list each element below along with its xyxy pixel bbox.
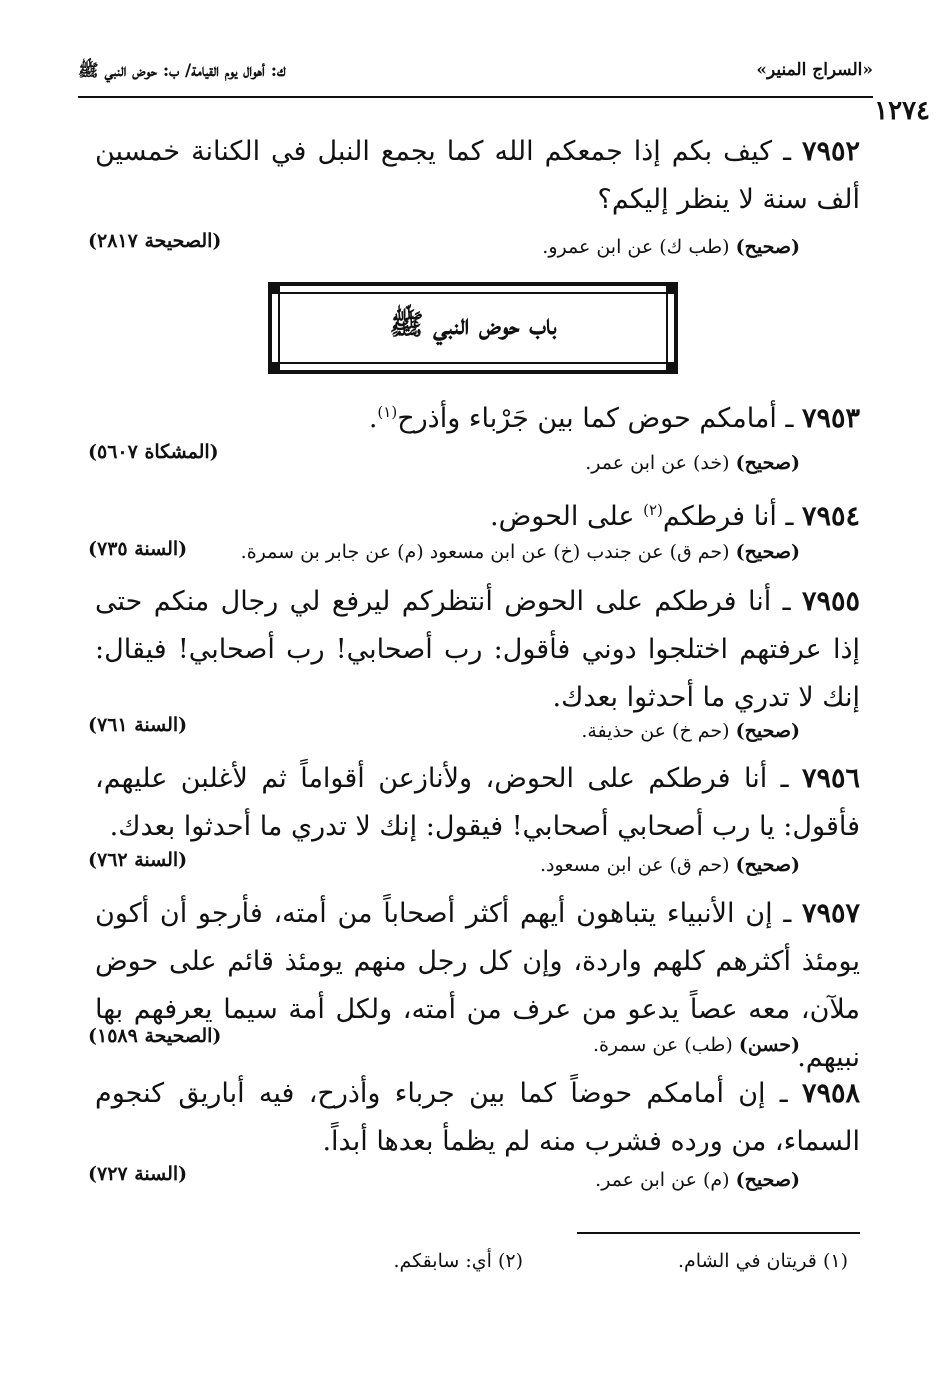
hadith-source [241, 541, 800, 563]
hadith-reference: (السنة ٧٦٢) [88, 849, 188, 871]
hadith-number: ٧٩٥٣ [801, 403, 860, 434]
hadith-body: ـ أنا فرطكم على الحوض، ولأنازعن أقواماً ثم لأغلبن عليهم، فأقول: يا رب أصحابي أصحابي! فيقول: إنك لا تدري ما أحدثوا بعدك. [95, 763, 860, 842]
hadith-number: ٧٩٥٥ [801, 586, 860, 617]
hadith-body-end: . [368, 403, 378, 434]
hadith-body-end: على الحوض. [490, 501, 644, 532]
hadith-7954 [95, 486, 860, 541]
hadith-number: ٧٩٥٢ [801, 136, 860, 167]
hadith-7958 [95, 1070, 860, 1166]
hadith-number: ٧٩٥٦ [801, 763, 860, 794]
hadith-body: ـ إن الأنبياء يتباهون أيهم أكثر أصحاباً من أمته، فأرجو أن أكون يومئذ أكثرهم كلهم واردة، وإن كل رجل منهم يومئذ قائم على حوض ملآن، معه عصاً يدعو من عرف من أمته، ولكل أمة سيما يعرفهم بها نبيهم. [95, 898, 860, 1073]
hadith-reference: (السنة ٧٦١) [88, 714, 188, 736]
footnote-marker: (١) [822, 1250, 848, 1272]
hadith-source [593, 1034, 800, 1056]
header-rule [78, 96, 873, 98]
hadith-narrators: (حم ق) عن جندب (خ) عن ابن مسعود (م) عن جابر بن سمرة. [240, 541, 730, 563]
hadith-reference: (الصحيحة ٢٨١٧) [88, 230, 222, 252]
ornament-corner [666, 362, 678, 374]
hadith-reference: (السنة ٧٣٥) [88, 538, 188, 560]
hadith-grade: (صحيح) [735, 236, 800, 258]
hadith-body: ـ أنا فرطكم [662, 501, 794, 532]
hadith-7952 [95, 128, 860, 224]
header-chapter-path: ك: أهوال يوم القيامة/ ب: حوض النبي ﷺ [78, 61, 286, 81]
footnote-text: أي: سابقكم. [393, 1250, 492, 1272]
hadith-source [595, 1169, 800, 1191]
footnote-marker: (٢) [643, 501, 663, 519]
footnote-2 [394, 1250, 524, 1272]
running-header [78, 60, 873, 94]
footnote-rule [577, 1232, 860, 1234]
ornament-corner [666, 282, 678, 294]
ornament-corner [268, 362, 280, 374]
hadith-body: ـ أنا فرطكم على الحوض أنتظركم ليرفع لي رجال منكم حتى إذا عرفتهم اختلجوا دوني فأقول: رب أصحابي! رب أصحابي! فيقال: إنك لا تدري ما أحدثوا بعدك. [95, 586, 860, 713]
hadith-number: ٧٩٥٨ [801, 1078, 860, 1109]
footnote-text: قريتان في الشام. [677, 1250, 817, 1272]
hadith-source [542, 236, 800, 258]
hadith-grade: (صحيح) [735, 720, 800, 742]
hadith-narrators: (طب ك) عن ابن عمرو. [542, 236, 730, 258]
hadith-narrators: (م) عن ابن عمر. [595, 1169, 730, 1191]
hadith-source [581, 720, 800, 742]
hadith-narrators: (حم خ) عن حذيفة. [581, 720, 730, 742]
hadith-7955 [95, 578, 860, 722]
footnote-marker: (٢) [497, 1250, 523, 1272]
hadith-reference: (المشكاة ٥٦٠٧) [88, 441, 219, 463]
hadith-narrators: (خد) عن ابن عمر. [585, 452, 730, 474]
chapter-title-box [268, 282, 678, 374]
ornament-corner [268, 282, 280, 294]
chapter-title: باب حوض النبي ﷺ [389, 308, 557, 341]
hadith-body: ـ كيف بكم إذا جمعكم الله كما يجمع النبل في الكنانة خمسين ألف سنة لا ينظر إليكم؟ [95, 136, 860, 215]
hadith-number: ٧٩٥٤ [801, 501, 860, 532]
hadith-grade: (صحيح) [735, 854, 800, 876]
hadith-body: ـ أمامكم حوض كما بين جَرْباء وأذرح [397, 403, 794, 434]
footnote-1 [678, 1250, 848, 1272]
hadith-reference: (الصحيحة ١٥٨٩) [88, 1025, 222, 1047]
hadith-7956 [95, 755, 860, 851]
hadith-grade: (حسن) [738, 1034, 800, 1056]
footnote-marker: (١) [377, 403, 398, 421]
hadith-grade: (صحيح) [735, 452, 800, 474]
hadith-body: ـ إن أمامكم حوضاً كما بين جرباء وأذرح، فيه أباريق كنجوم السماء، من ورده فشرب منه لم يظمأ بعدها أبداً. [95, 1078, 860, 1157]
hadith-narrators: (حم ق) عن ابن مسعود. [540, 854, 730, 876]
header-book-title: «السراج المنير» [756, 60, 873, 80]
hadith-reference: (السنة ٧٢٧) [88, 1163, 188, 1185]
hadith-7953 [95, 388, 860, 443]
hadith-number: ٧٩٥٧ [801, 898, 860, 929]
hadith-grade: (صحيح) [735, 1169, 800, 1191]
hadith-source [585, 452, 800, 474]
hadith-grade: (صحيح) [735, 541, 800, 563]
hadith-narrators: (طب) عن سمرة. [592, 1034, 733, 1056]
page-number: ١٢٧٤ [874, 96, 930, 126]
hadith-source [540, 854, 800, 876]
